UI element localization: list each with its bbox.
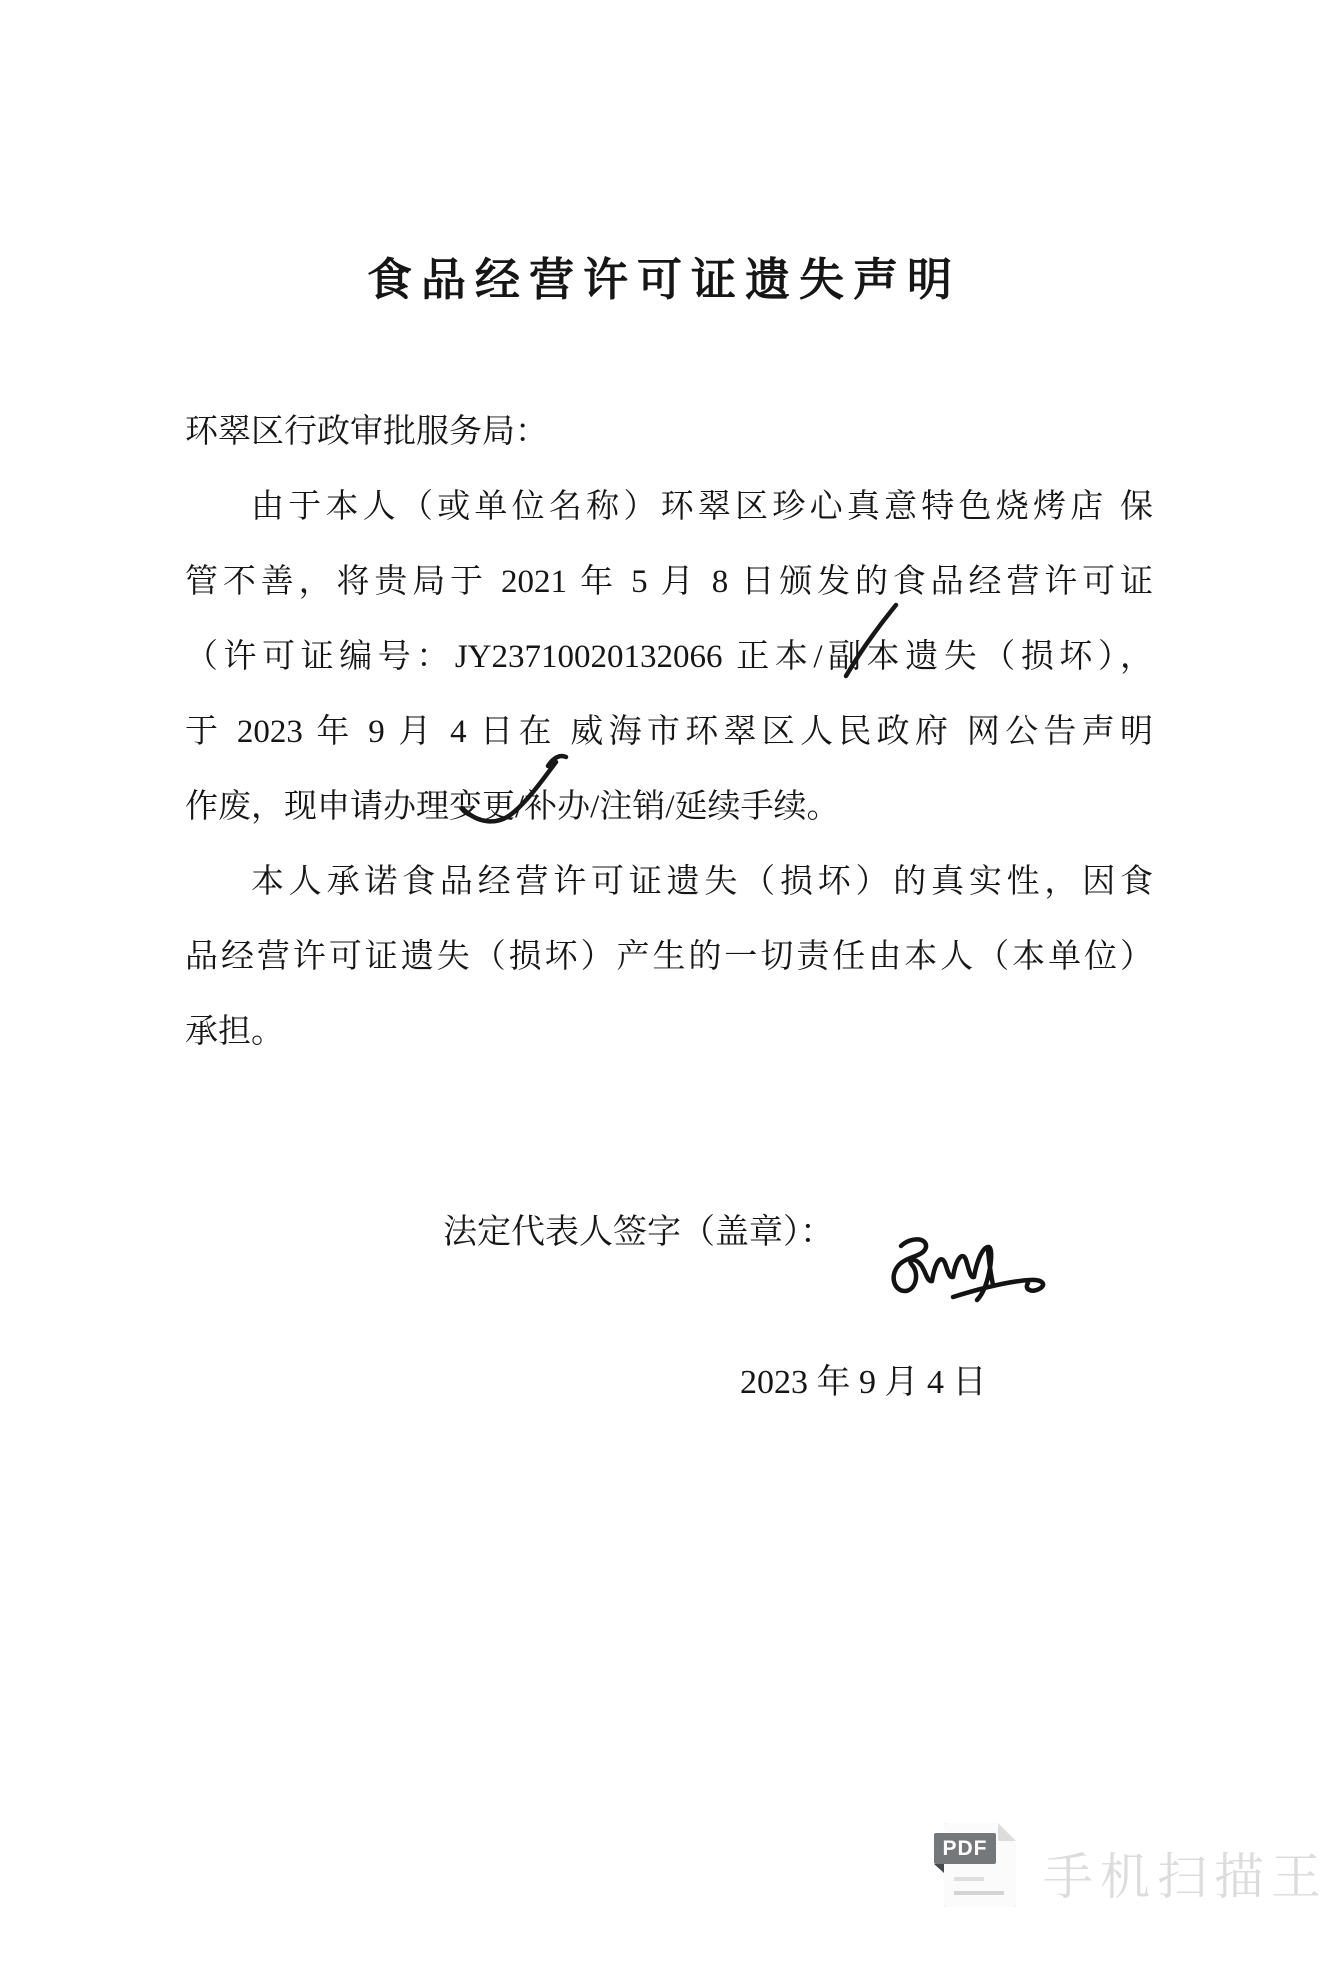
document-body [185,395,1153,1070]
pdf-folded-corner [998,1823,1016,1841]
pdf-badge-fold [934,1864,944,1873]
body-line: 品经营许可证遗失（损坏）产生的一切责任由本人（本单位） [185,939,1153,975]
body-line: （许可证编号：JY23710020132066 正本/副本遗失（损坏）， [185,639,1153,675]
body-line: 由于本人（或单位名称）环翠区珍心真意特色烧烤店 保 [251,489,1153,525]
body-line: 作废，现申请办理变更/补办/注销/延续手续。 [185,789,840,825]
salutation-line: 环翠区行政审批服务局： [185,414,548,450]
body-line: 管不善，将贵局于 2021 年 5 月 8 日颁发的食品经营许可证 [185,564,1153,600]
body-line: 承担。 [185,1014,284,1050]
date-line: 2023 年 9 月 4 日 [740,1364,987,1401]
document-title: 食品经营许可证遗失声明 [366,255,961,305]
signature-label: 法定代表人签字（盖章）： [443,1214,834,1251]
pdf-file-icon [930,1815,1050,1925]
handwritten-signature [894,1239,1043,1300]
body-line: 本人承诺食品经营许可证遗失（损坏）的真实性，因食 [251,864,1153,900]
pdf-text-line-short [954,1877,984,1881]
scanner-app-name: 手机扫描王 [1043,1849,1328,1905]
scanner-watermark [915,1815,1328,1935]
body-line: 于 2023 年 9 月 4 日在 威海市环翠区人民政府 网公告声明 [185,714,1153,750]
pdf-badge: PDF [934,1833,996,1864]
pdf-text-line-long [954,1891,1004,1895]
